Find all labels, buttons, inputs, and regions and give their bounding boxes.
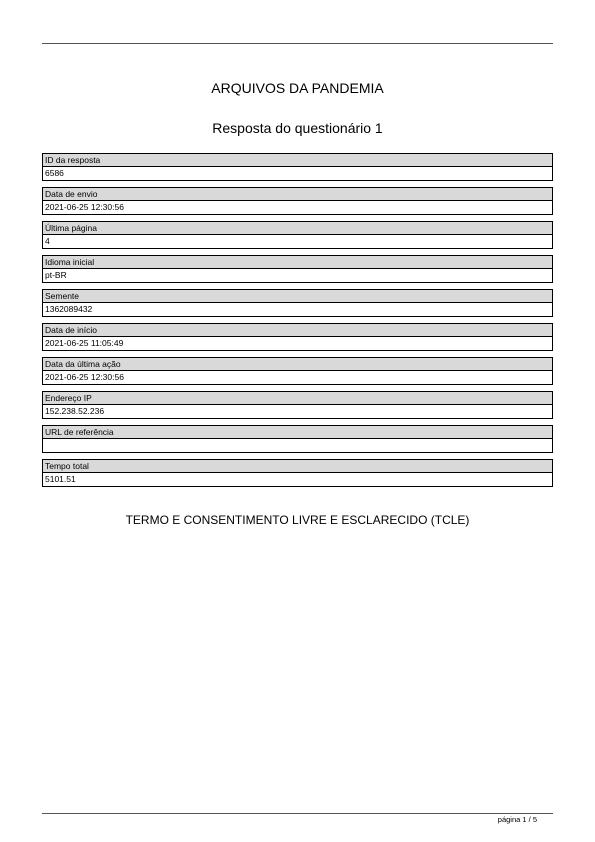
response-fields: [42, 153, 553, 493]
field-last-page: [42, 221, 553, 255]
field-value: 2021-06-25 11:05:49: [42, 337, 553, 351]
field-label: Data de envio: [42, 187, 553, 201]
section-heading: TERMO E CONSENTIMENTO LIVRE E ESCLARECIDO (TCLE): [125, 513, 470, 527]
field-seed: [42, 289, 553, 323]
field-ip-address: [42, 391, 553, 425]
field-value: 2021-06-25 12:30:56: [42, 201, 553, 215]
field-start-date: [42, 323, 553, 357]
field-label: Data da última ação: [42, 357, 553, 371]
field-label: Endereço IP: [42, 391, 553, 405]
field-label: Semente: [42, 289, 553, 303]
field-value: 152.238.52.236: [42, 405, 553, 419]
field-last-action-date: [42, 357, 553, 391]
document-subtitle: Resposta do questionário 1: [212, 120, 383, 136]
field-value: 1362089432: [42, 303, 553, 317]
field-value: 6586: [42, 167, 553, 181]
page-indicator: página 1 / 5: [497, 815, 537, 824]
field-value: 4: [42, 235, 553, 249]
field-value: [42, 439, 553, 453]
footer-rule: [42, 813, 553, 814]
field-label: ID da resposta: [42, 153, 553, 167]
field-value: 5101.51: [42, 473, 553, 487]
field-label: Tempo total: [42, 459, 553, 473]
field-total-time: [42, 459, 553, 493]
field-submit-date: [42, 187, 553, 221]
field-label: Idioma inicial: [42, 255, 553, 269]
field-label: Data de início: [42, 323, 553, 337]
field-value: 2021-06-25 12:30:56: [42, 371, 553, 385]
field-label: URL de referência: [42, 425, 553, 439]
header-rule: [42, 43, 553, 44]
document-title: ARQUIVOS DA PANDEMIA: [211, 80, 384, 96]
field-response-id: [42, 153, 553, 187]
field-label: Última página: [42, 221, 553, 235]
field-referrer-url: [42, 425, 553, 459]
field-value: pt-BR: [42, 269, 553, 283]
field-start-language: [42, 255, 553, 289]
